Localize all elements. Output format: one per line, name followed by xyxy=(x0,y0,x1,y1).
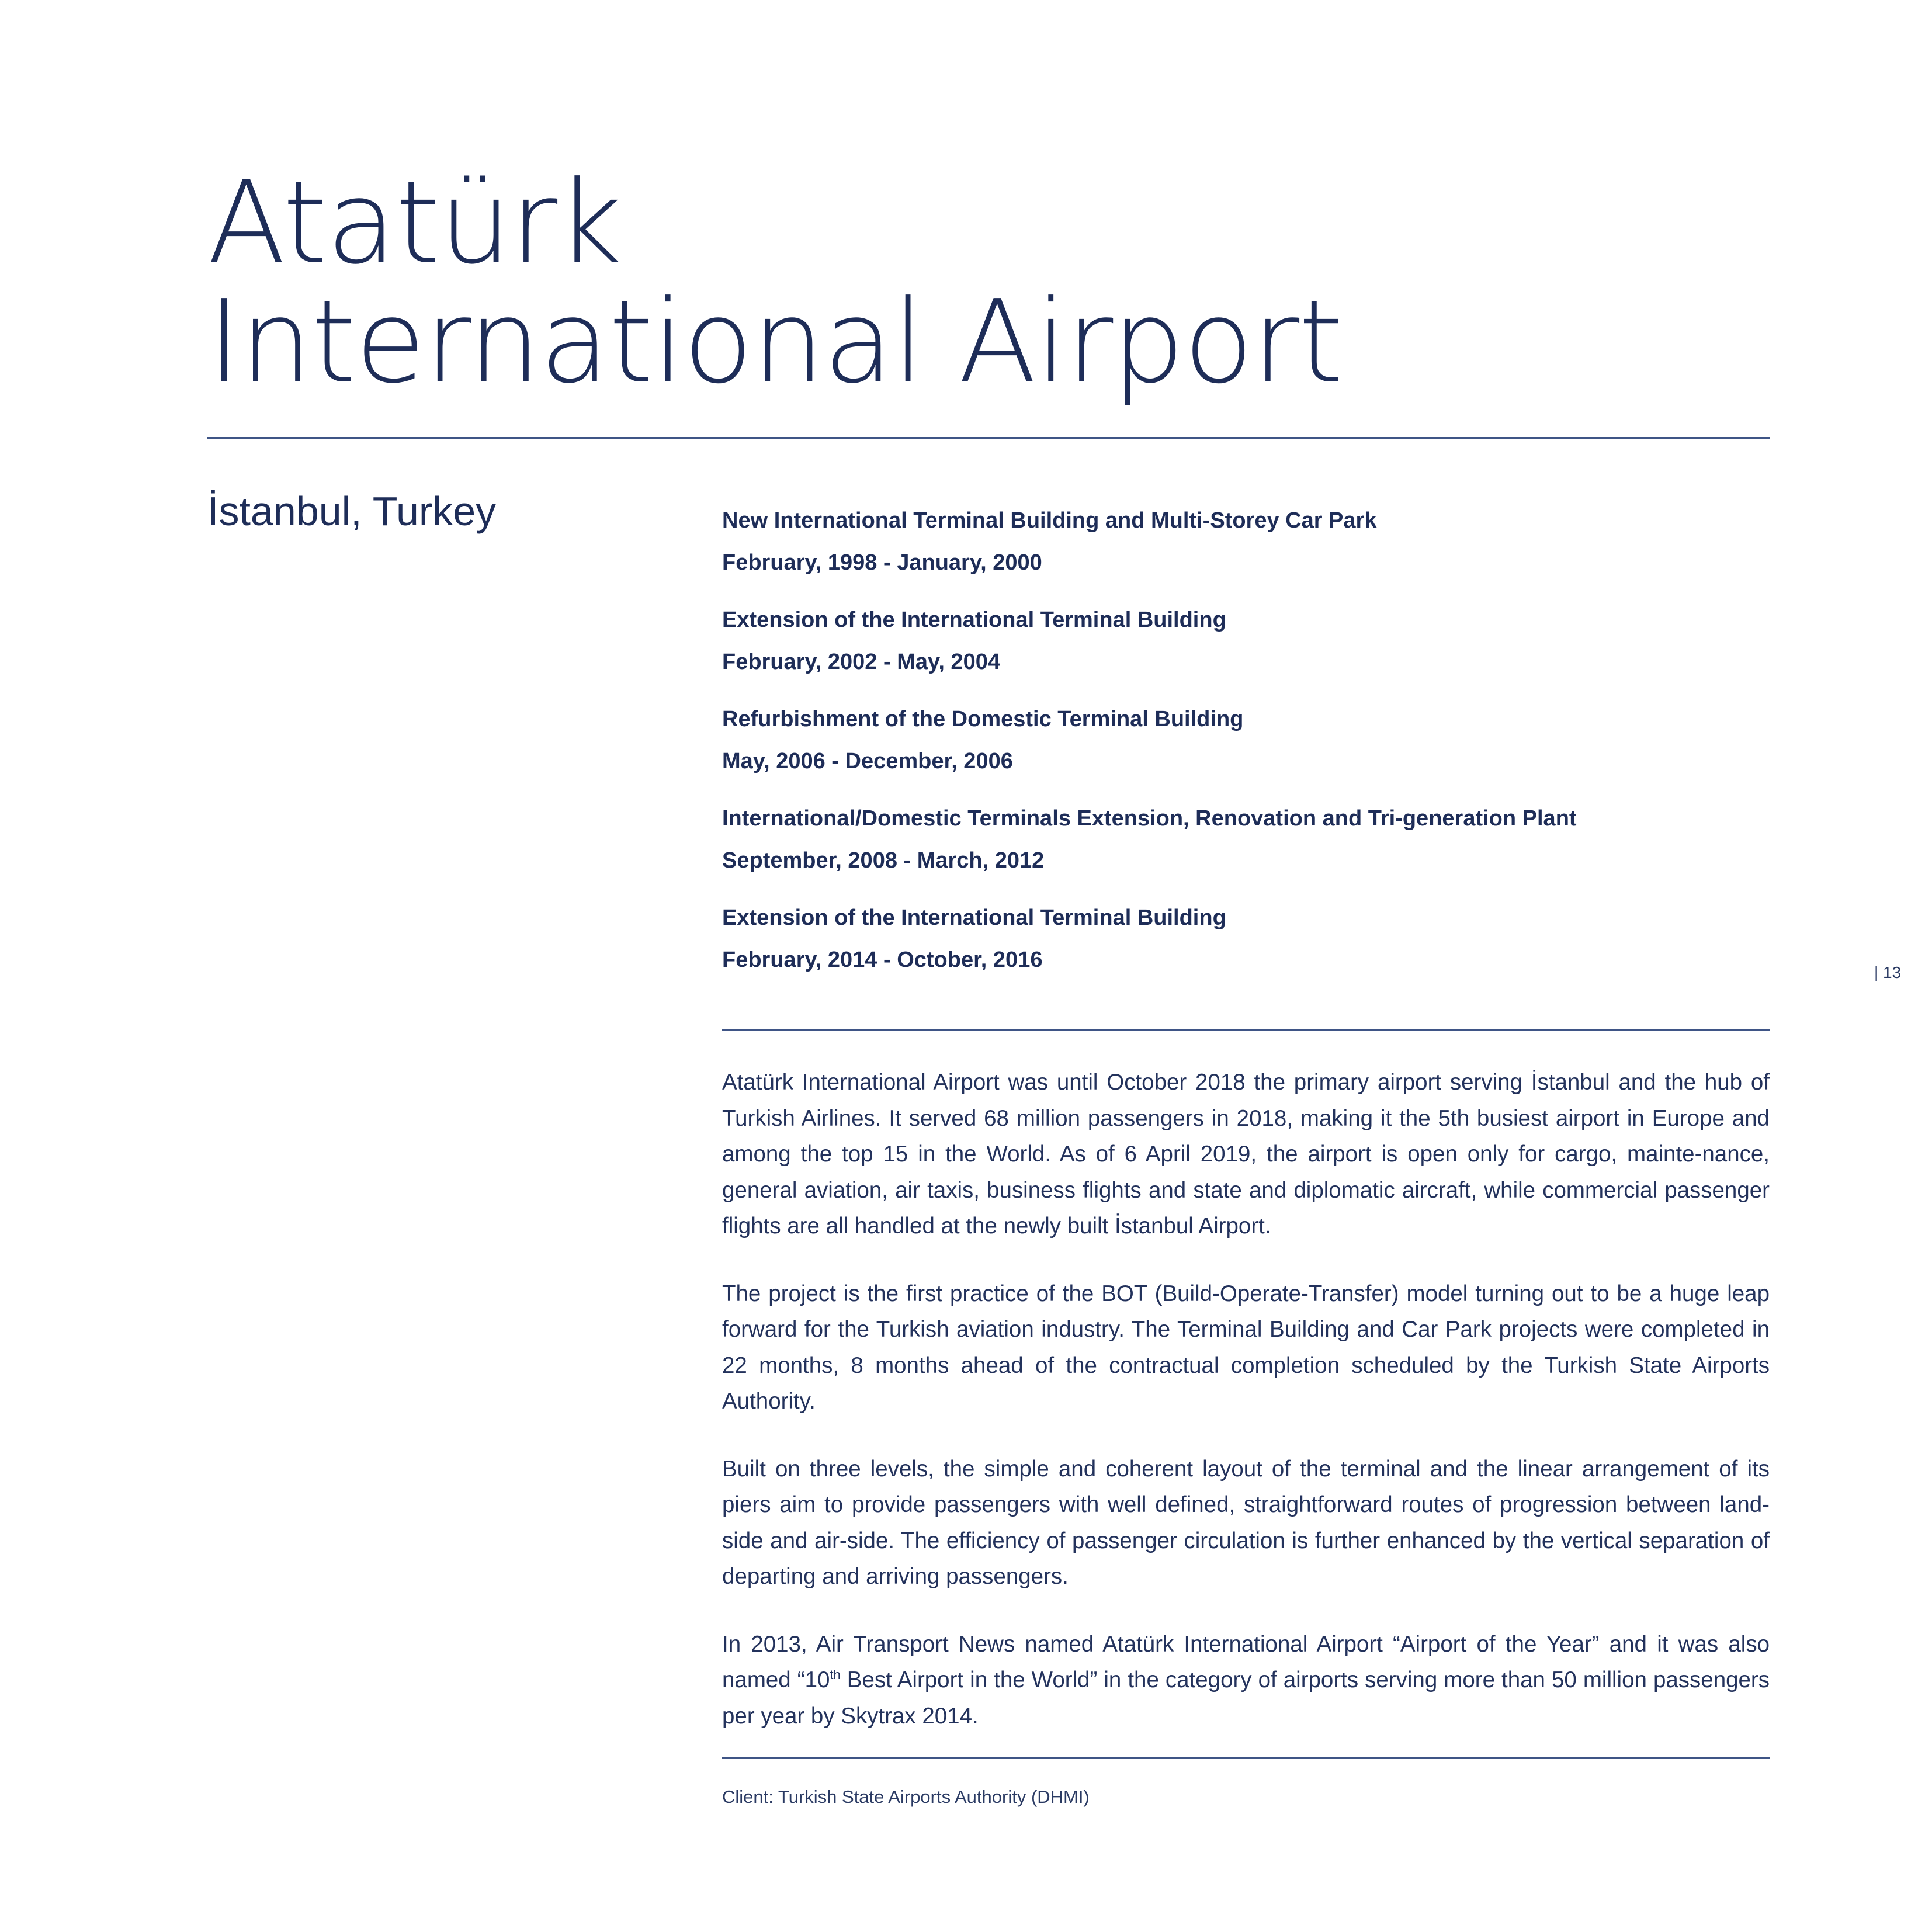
project-item xyxy=(722,698,1770,782)
location-label: İstanbul, Turkey xyxy=(207,488,497,534)
project-item xyxy=(722,897,1770,981)
project-item xyxy=(722,500,1770,584)
paragraph-4-part-2: Best Airport in the World” in the category of airports serving more than 50 million passengers per year by Skytrax 2014. xyxy=(722,1667,1770,1729)
project-dates: May, 2006 - December, 2006 xyxy=(722,749,1013,774)
top-divider xyxy=(207,437,1770,439)
description xyxy=(722,1064,1770,1765)
project-name: Extension of the International Terminal Building xyxy=(722,906,1226,930)
project-name: Refurbishment of the Domestic Terminal Building xyxy=(722,707,1244,731)
project-dates: February, 2002 - May, 2004 xyxy=(722,650,1000,674)
bottom-divider xyxy=(722,1757,1770,1759)
project-list xyxy=(722,500,1770,996)
page-number: | 13 xyxy=(1874,963,1902,981)
paragraph-4-part-1: In 2013, Air Transport News named Atatürk International Airport “Airport of the Year” and it was also named “10 xyxy=(722,1631,1770,1692)
ordinal-superscript: th xyxy=(830,1667,841,1683)
paragraph-3: Built on three levels, the simple and coherent layout of the terminal and the linear arrangement of its piers aim to provide passengers with well defined, straightforward routes of progression between land-side and air-side. The efficiency of passenger circulation is further enhanced by the vertical separation of departing and arriving passengers. xyxy=(722,1456,1770,1589)
paragraph-2: The project is the first practice of the BOT (Build-Operate-Transfer) model turning out to be a huge leap forward for the Turkish aviation industry. The Terminal Building and Car Park projects were completed in 22 months, 8 months ahead of the contractual completion scheduled by the Turkish State Airports Authority. xyxy=(722,1281,1770,1414)
middle-divider xyxy=(722,1029,1770,1031)
project-name: New International Terminal Building and Multi-Storey Car Park xyxy=(722,508,1377,533)
paragraph-4 xyxy=(722,1626,1770,1735)
title-line-2: International Airport xyxy=(207,276,1343,409)
project-name: Extension of the International Terminal Building xyxy=(722,608,1226,632)
project-dates: February, 1998 - January, 2000 xyxy=(722,550,1042,575)
project-item xyxy=(722,797,1770,882)
paragraph-1: Atatürk International Airport was until October 2018 the primary airport serving İstanbul and the hub of Turkish Airlines. It served 68 million passengers in 2018, making it the 5th busiest airport in Europe and among the top 15 in the World. As of 6 April 2019, the airport is open only for cargo, mainte-nance, general aviation, air taxis, business flights and state and diplomatic aircraft, while commercial passenger flights are all handled at the newly built İstanbul Airport. xyxy=(722,1070,1770,1239)
page-title xyxy=(207,157,1343,409)
project-name: International/Domestic Terminals Extension, Renovation and Tri-generation Plant xyxy=(722,806,1577,831)
project-dates: February, 2014 - October, 2016 xyxy=(722,948,1043,972)
title-line-1: Atatürk xyxy=(207,157,622,290)
project-item xyxy=(722,599,1770,683)
client-credit: Client: Turkish State Airports Authority (DHMI) xyxy=(722,1787,1090,1807)
project-dates: September, 2008 - March, 2012 xyxy=(722,848,1045,873)
